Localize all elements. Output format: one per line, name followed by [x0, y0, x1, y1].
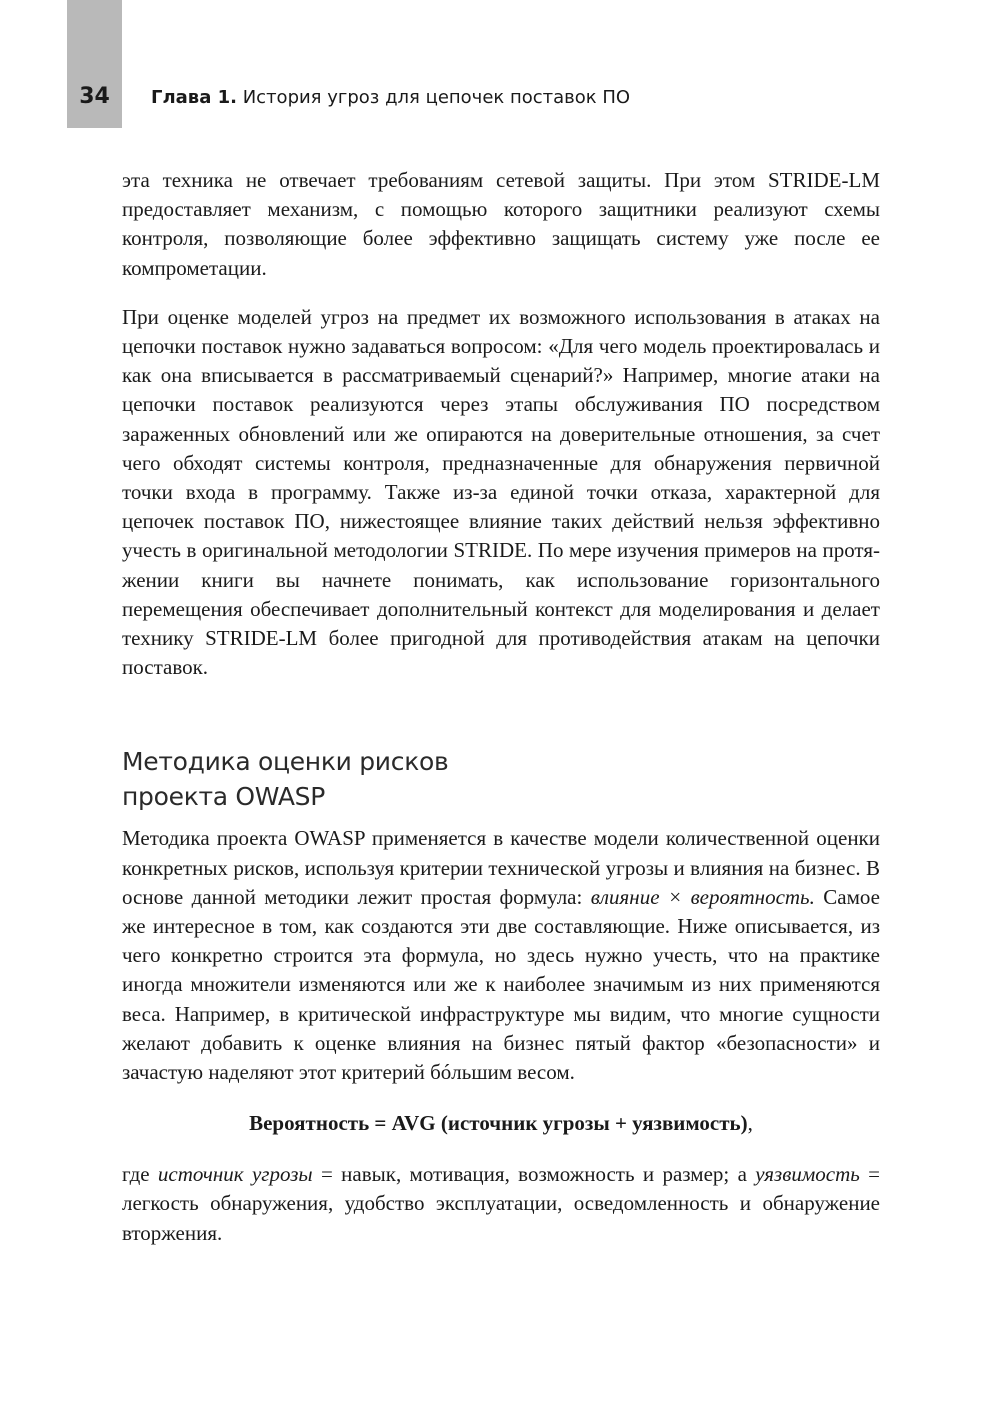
formula-line [122, 1109, 880, 1138]
running-head [151, 87, 630, 108]
chapter-label: Глава 1. [151, 87, 237, 108]
paragraph-4-start: где [122, 1162, 158, 1187]
section-heading [122, 744, 880, 814]
paragraph-3 [122, 824, 880, 1087]
paragraph-4-mid: = навык, мотивация, возможность и размер; а [312, 1162, 756, 1187]
paragraph-2: При оценке моделей угроз на предмет их возможного использования в атаках на цепочки поставок нужно задаваться вопросом: «Для чего модель проектировалась и как она вписывается в рассматриваемый сценарий?» Например, многие атаки на цепочки поставок реализуются через этапы обслуживания ПО посредством зараженных обновлений или же опираются на доверительные отношения, за счет чего обходят системы контроля, предназначенные для обнаружения первичной точки входа в программу. Также из-за единой точки отказа, характерной для цепочек поставок ПО, нижестоящее влияние таких действий нельзя эффективно учесть в оригинальной методологии STRIDE. По мере изучения примеров на протяжении книги вы начнете понимать, как использование горизонтального перемещения обеспечивает дополнительный контекст для моделирования и делает технику STRIDE-LM более пригодной для противодействия атакам на цепочки поставок. [122, 304, 880, 680]
formula-inline: влияние × вероятность. [590, 884, 815, 909]
formula-text: Вероятность = AVG (источник угрозы + уязвимость) [249, 1111, 748, 1136]
formula-tail: , [747, 1111, 753, 1136]
term-vulnerability: уязвимость [755, 1162, 860, 1187]
term-threat-source: источник угрозы [157, 1162, 313, 1187]
chapter-title: История угроз для цепочек поставок ПО [242, 87, 631, 108]
paragraph-4-end: = легкость обнаружения, удобство эксплуатации, осведомленность и обнаружение вторжения. [122, 1162, 881, 1245]
paragraph-1: эта техника не отвечает требованиям сетевой защиты. При этом STRIDE-LM предоставляет механизм, с помощью которого защитники реализуют схемы контроля, позволяющие более эффективно защищать систему уже после ее компрометации. [122, 168, 880, 280]
page-body [122, 166, 880, 1248]
paragraph-3-start: Методика проекта OWASP применяется в качестве модели количественной оценки конкретных рисков, используя критерии технической угрозы и влияния на бизнес. В основе данной методики лежит простая формула: [122, 826, 880, 909]
page-number: 34 [79, 84, 110, 109]
paragraph-4 [122, 1160, 880, 1248]
section-heading-line-2: проекта OWASP [122, 782, 325, 812]
section-heading-line-1: Методика оценки рисков [122, 747, 449, 777]
paragraph-3-end: Самое же интересное в том, как создаются эти две составляющие. Ниже описывается, из чего конкретно строится эта формула, но здесь нужно учесть, что на практике иногда множители изменяются или же к наиболее значимым из них применяются веса. Например, в критической инфраструктуре мы видим, что многие сущности желают добавить к оценке влияния на бизнес пятый фактор «безопасности» и зачастую наделяют этот критерий бóльшим весом. [122, 884, 880, 1085]
